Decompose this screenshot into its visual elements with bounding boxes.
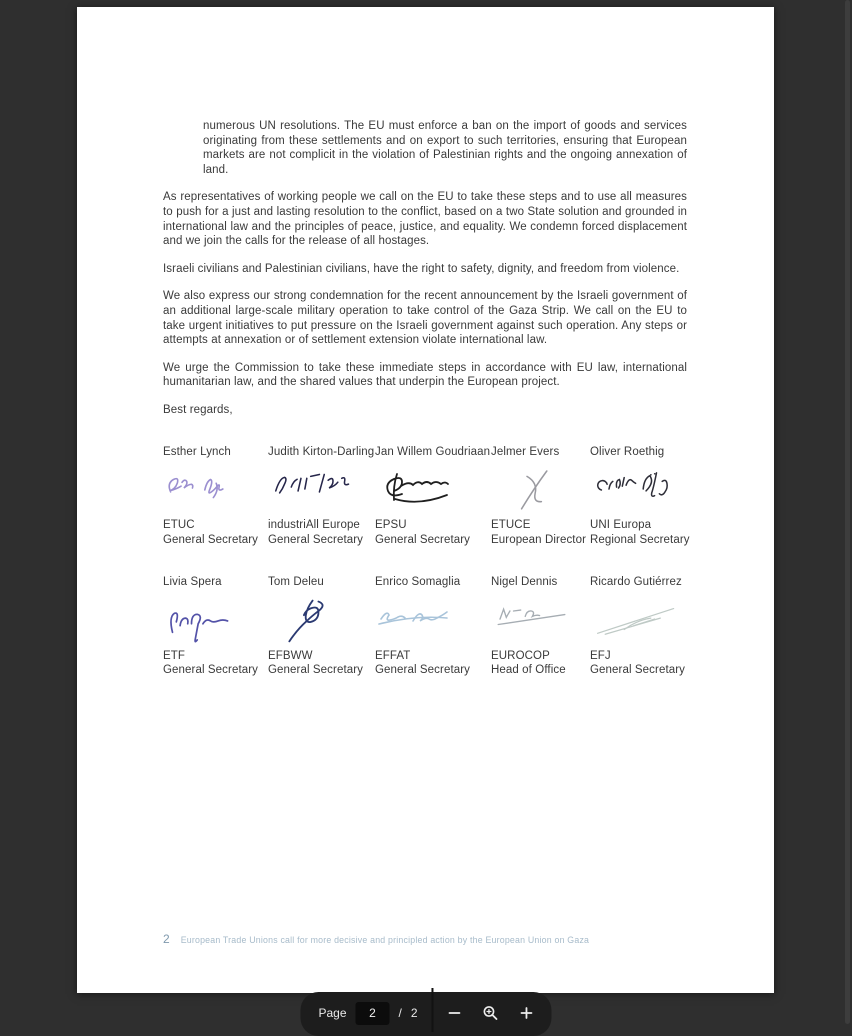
signatory-nigel-dennis <box>491 575 590 678</box>
signatory-name: Esther Lynch <box>163 445 231 458</box>
signatory-title: Regional Secretary <box>590 533 690 546</box>
signatory-title: General Secretary <box>268 533 364 546</box>
signature-nigel-dennis-image <box>491 597 584 643</box>
signatory-org: EPSU <box>375 519 407 532</box>
signatory-org: EFBWW <box>268 649 313 662</box>
signatory-ricardo-gutierrez <box>590 575 691 678</box>
signatory-name: Judith Kirton-Darling <box>268 445 375 458</box>
signatory-enrico-somaglia <box>375 575 491 678</box>
signatory-title: European Director <box>491 533 587 546</box>
signatory-oliver-roethig <box>590 445 696 548</box>
paragraph-condemnation: We also express our strong condemnation for the recent announcement by the Israeli government of an additional large-scale military operation to take control of the Gaza Strip. We call on the EU to take urgent initiatives to put pressure on the Israeli government against such operation. Any steps or attempts at annexation or of settlement extension violate international law. <box>163 290 687 347</box>
zoom-indicator-button[interactable] <box>482 1004 500 1022</box>
signature-tom-deleu-image <box>268 597 369 643</box>
paragraph-representatives: As representatives of working people we call on the EU to take these steps and to use all measures to push for a just and lasting resolution to the conflict, based on a two State solution and grounded in international law and the principles of peace, justice, and equality. We condemn forced displacement and we join the calls for the release of all hostages. <box>163 191 687 248</box>
signatory-name: Enrico Somaglia <box>375 576 461 589</box>
signatory-livia-spera <box>163 575 268 678</box>
signatory-name: Oliver Roethig <box>590 445 665 458</box>
signatory-org: UNI Europa <box>590 519 652 532</box>
signatory-org: ETF <box>163 649 186 662</box>
document-body <box>163 119 690 678</box>
signatory-title: Head of Office <box>491 664 566 677</box>
zoom-in-button[interactable] <box>518 1004 536 1022</box>
viewer-toolbar <box>300 992 551 1036</box>
signature-ricardo-gutierrez-image <box>590 597 685 643</box>
magnifier-plus-icon <box>483 1005 499 1021</box>
signatory-name: Tom Deleu <box>268 576 324 589</box>
signatory-org: industriAll Europe <box>268 519 360 532</box>
document-page <box>77 7 774 993</box>
zoom-out-button[interactable] <box>446 1004 464 1022</box>
signatory-name: Nigel Dennis <box>491 576 558 589</box>
signatory-jelmer-evers <box>491 445 590 548</box>
signature-row-1 <box>163 445 690 548</box>
signatory-name: Ricardo Gutiérrez <box>590 576 682 589</box>
page-label: Page <box>318 1006 347 1020</box>
page-footer <box>163 932 589 946</box>
signatory-title: General Secretary <box>375 533 471 546</box>
signatory-name: Livia Spera <box>163 576 222 589</box>
signatory-title: General Secretary <box>163 664 259 677</box>
signature-row-2 <box>163 575 687 678</box>
paragraph-list-continuation: numerous UN resolutions. The EU must enforce a ban on the import of goods and services originating from these settlements and on export to such territories, ensuring that European markets are not complicit in the violation of Palestinian rights and the ongoing annexation of land. <box>203 120 687 176</box>
zoom-controls-group <box>434 996 552 1030</box>
closing-salutation: Best regards, <box>163 403 233 416</box>
paragraph-urge-commission: We urge the Commission to take these immediate steps in accordance with EU law, international humanitarian law, and the shared values that underpin the European project. <box>163 361 687 389</box>
signatory-tom-deleu <box>268 575 375 678</box>
signatory-jan-willem-goudriaan <box>375 445 491 548</box>
signatory-name: Jan Willem Goudriaan <box>375 445 491 458</box>
signatory-judith-kirton-darling <box>268 445 375 548</box>
footer-document-title: European Trade Unions call for more decisive and principled action by the European Union on Gaza <box>180 935 590 945</box>
signature-jelmer-evers-image <box>491 466 584 512</box>
signatory-title: General Secretary <box>163 533 259 546</box>
signatory-esther-lynch <box>163 445 268 548</box>
minus-icon <box>448 1006 462 1020</box>
page-separator: / <box>398 1006 402 1020</box>
signatory-org: EFFAT <box>375 649 411 662</box>
footer-page-number: 2 <box>163 932 170 946</box>
signatory-name: Jelmer Evers <box>491 445 560 458</box>
signature-oliver-roethig-image <box>590 466 690 512</box>
signatory-org: ETUCE <box>491 519 531 532</box>
signatory-title: General Secretary <box>590 664 686 677</box>
signatory-org: ETUC <box>163 519 195 532</box>
total-pages: 2 <box>410 1006 418 1020</box>
signatory-org: EFJ <box>590 649 611 662</box>
page-number-input[interactable] <box>356 1002 390 1025</box>
signatory-title: General Secretary <box>375 664 471 677</box>
signature-esther-lynch-image <box>163 466 262 512</box>
signatory-org: EUROCOP <box>491 649 550 662</box>
page-navigation-group <box>300 996 431 1030</box>
paragraph-civilians: Israeli civilians and Palestinian civilians, have the right to safety, dignity, and freedom from violence. <box>163 262 680 275</box>
plus-icon <box>520 1006 534 1020</box>
signature-jan-willem-goudriaan-image <box>375 466 485 512</box>
signatory-title: General Secretary <box>268 664 364 677</box>
scrollbar[interactable] <box>845 0 850 1024</box>
signature-judith-kirton-darling-image <box>268 466 369 512</box>
signature-livia-spera-image <box>163 597 262 643</box>
signature-enrico-somaglia-image <box>375 597 485 643</box>
